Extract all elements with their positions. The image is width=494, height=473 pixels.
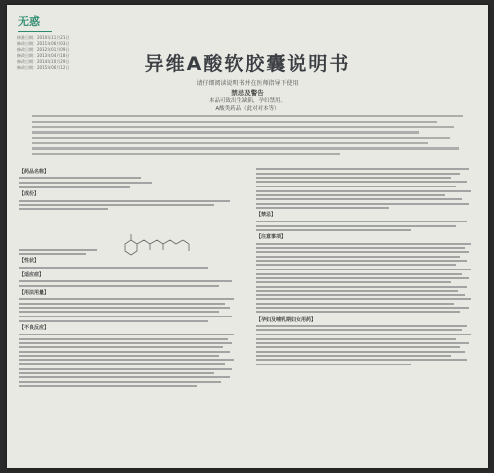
section-heading-precautions: 【注意事项】 [256, 234, 287, 241]
drug-class-note: A酸类药品（此对对本等） [215, 106, 280, 112]
section-heading-contraindications: 【禁忌】 [256, 212, 277, 219]
chemical-structure-diagram [117, 226, 197, 262]
revision-date: 修改日期：2011年06月03日 [17, 41, 70, 46]
leaflet-page [7, 5, 488, 468]
right-column [256, 166, 478, 464]
section-heading-name: 【药品名称】 [19, 169, 50, 175]
revision-date: 修改日期：2015年06月12日 [17, 65, 70, 70]
section-heading-adverse: 【不良反应】 [19, 325, 50, 332]
left-column [19, 166, 241, 464]
instruction-subtitle: 请仔细阅读说明书并在医师指导下使用 [196, 80, 299, 87]
warning-title: 禁忌及警告 [231, 89, 264, 97]
document-title: 异维A酸软胶囊说明书 [144, 53, 351, 75]
section-heading-ingredients: 【成份】 [19, 191, 40, 198]
revision-date: 修改日期：2014年10月29日 [17, 59, 70, 64]
brand-logo: 无惑 [18, 13, 52, 32]
warning-summary: 本品可致出生缺陷，孕妇禁用。 [208, 98, 286, 104]
section-heading-indications: 【适应症】 [19, 272, 45, 279]
section-heading-dosage: 【用法用量】 [19, 290, 50, 297]
revision-date: 修改日期：2012年01月09日 [17, 47, 70, 52]
section-heading-pregnancy: 【孕妇及哺乳期妇女用药】 [256, 316, 317, 323]
warning-paragraphs [32, 112, 472, 158]
section-heading-characters: 【性状】 [19, 258, 40, 265]
revision-date: 核准日期：2010年11月21日 [17, 35, 70, 40]
revision-date: 修改日期：2013年04月18日 [17, 53, 70, 58]
